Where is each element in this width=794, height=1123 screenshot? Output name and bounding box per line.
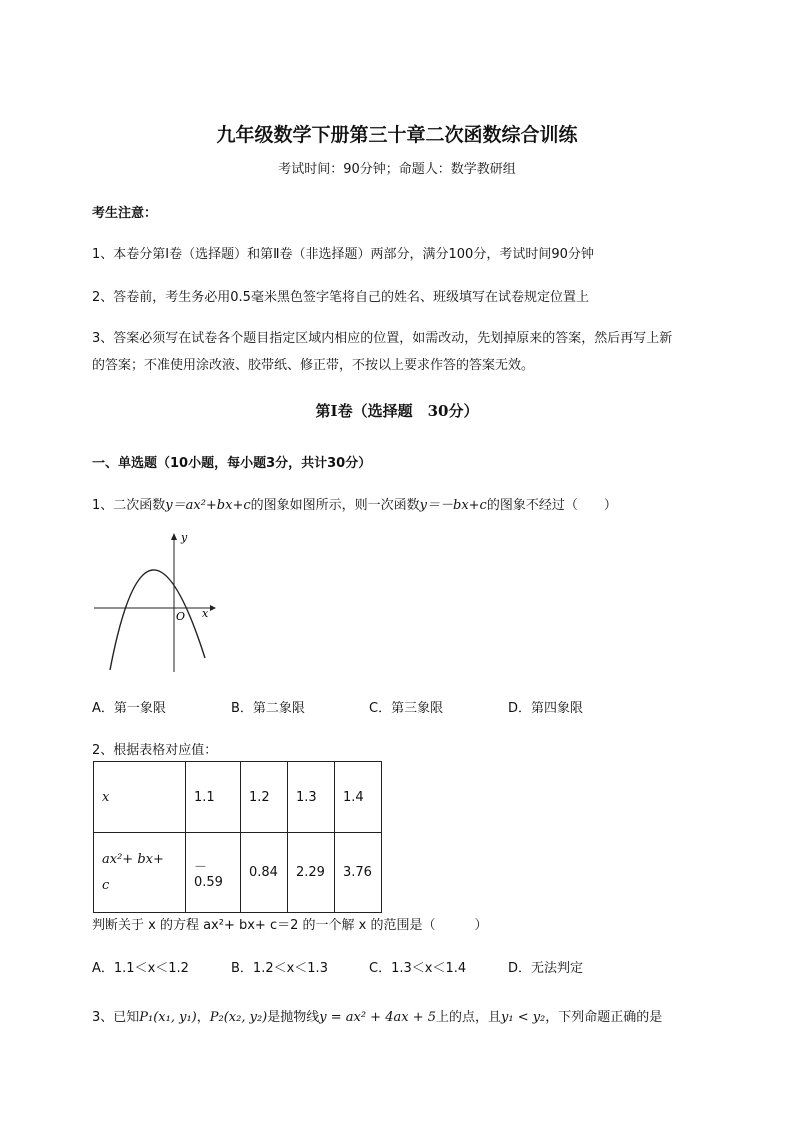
q1-suffix: 的图象不经过（ ）	[486, 498, 617, 513]
origin-label: O	[176, 610, 186, 623]
x-axis-arrow	[210, 605, 216, 611]
q1-prefix: 1、二次函数	[92, 498, 166, 513]
table-cell: 1.2	[241, 762, 288, 833]
y-axis-label: y	[181, 531, 188, 544]
parabola-curve	[110, 570, 205, 670]
table-cell: 1.4	[335, 762, 382, 833]
q1-option-a[interactable]: A．第一象限	[92, 701, 166, 716]
q1-parabola-graph	[90, 528, 220, 676]
exam-subtitle: 考试时间：90分钟；命题人：数学教研组	[278, 162, 516, 177]
q3-condition: y₁ < y₂	[501, 1010, 546, 1025]
q2-option-b[interactable]: B．1.2＜x＜1.3	[231, 961, 328, 976]
q3-equation: y = ax² + 4ax + 5	[319, 1010, 436, 1025]
table-cell-label	[94, 833, 186, 913]
q3-separator: ，	[196, 1010, 210, 1025]
section-title: 第Ⅰ卷（选择题 30分）	[315, 402, 479, 420]
table-row	[94, 833, 382, 913]
x-axis-label: x	[202, 607, 209, 620]
q1-equation-1: y＝ax²+bx+c	[165, 498, 251, 513]
q2-judge-text: 判断关于 x 的方程 ax²+ bx+ c＝2 的一个解 x 的范围是（ ）	[92, 918, 488, 933]
q1-option-c[interactable]: C．第三象限	[369, 701, 444, 716]
page-title: 九年级数学下册第三十章二次函数综合训练	[216, 124, 578, 146]
q2-option-d[interactable]: D．无法判定	[508, 961, 584, 976]
table-cell: －0.59	[186, 833, 241, 913]
table-cell: 0.84	[241, 833, 288, 913]
q2-prompt: 2、根据表格对应值：	[92, 743, 218, 758]
y-axis-arrow	[171, 533, 177, 540]
part-heading: 一、单选题（10小题，每小题3分，共计30分）	[92, 456, 372, 471]
table-cell: x	[94, 762, 186, 833]
q3-point-2: P₂(x₂, y₂)	[209, 1010, 268, 1025]
table-cell: 1.1	[186, 762, 241, 833]
question-1	[92, 494, 617, 513]
q2-option-a[interactable]: A．1.1＜x＜1.2	[92, 961, 189, 976]
q3-suffix: ，下列命题正确的是	[545, 1010, 663, 1025]
q3-point-1: P₁(x₁, y₁)	[139, 1010, 197, 1025]
q2-option-c[interactable]: C．1.3＜x＜1.4	[369, 961, 467, 976]
notice-item-3: 3、答案必须写在试卷各个题目指定区域内相应的位置，如需改动，先划掉原来的答案，然后再写上新	[92, 331, 673, 346]
q3-middle-2: 上的点，且	[435, 1010, 501, 1025]
q2-value-table	[93, 761, 382, 913]
label-line-2: c	[102, 877, 110, 893]
q1-middle: 的图象如图所示，则一次函数	[250, 498, 420, 513]
label-line-1: ax²+ bx+	[102, 851, 164, 867]
notice-item-3-cont: 的答案；不准使用涂改液、胶带纸、修正带，不按以上要求作答的答案无效。	[92, 358, 535, 373]
notice-heading: 考生注意：	[92, 206, 158, 221]
q1-option-d[interactable]: D．第四象限	[508, 701, 584, 716]
q1-equation-2: y＝－bx+c	[419, 498, 487, 513]
table-cell: 2.29	[288, 833, 335, 913]
notice-item-2: 2、答卷前，考生务必用0.5毫米黑色签字笔将自己的姓名、班级填写在试卷规定位置上	[92, 290, 589, 305]
question-3	[92, 1006, 662, 1025]
table-cell: 1.3	[288, 762, 335, 833]
table-row	[94, 762, 382, 833]
table-cell: 3.76	[335, 833, 382, 913]
notice-item-1: 1、本卷分第Ⅰ卷（选择题）和第Ⅱ卷（非选择题）两部分，满分100分，考试时间90分钟	[92, 247, 594, 262]
q3-middle: 是抛物线	[267, 1010, 320, 1025]
q1-option-b[interactable]: B．第二象限	[231, 701, 305, 716]
q3-prefix: 3、已知	[92, 1010, 140, 1025]
